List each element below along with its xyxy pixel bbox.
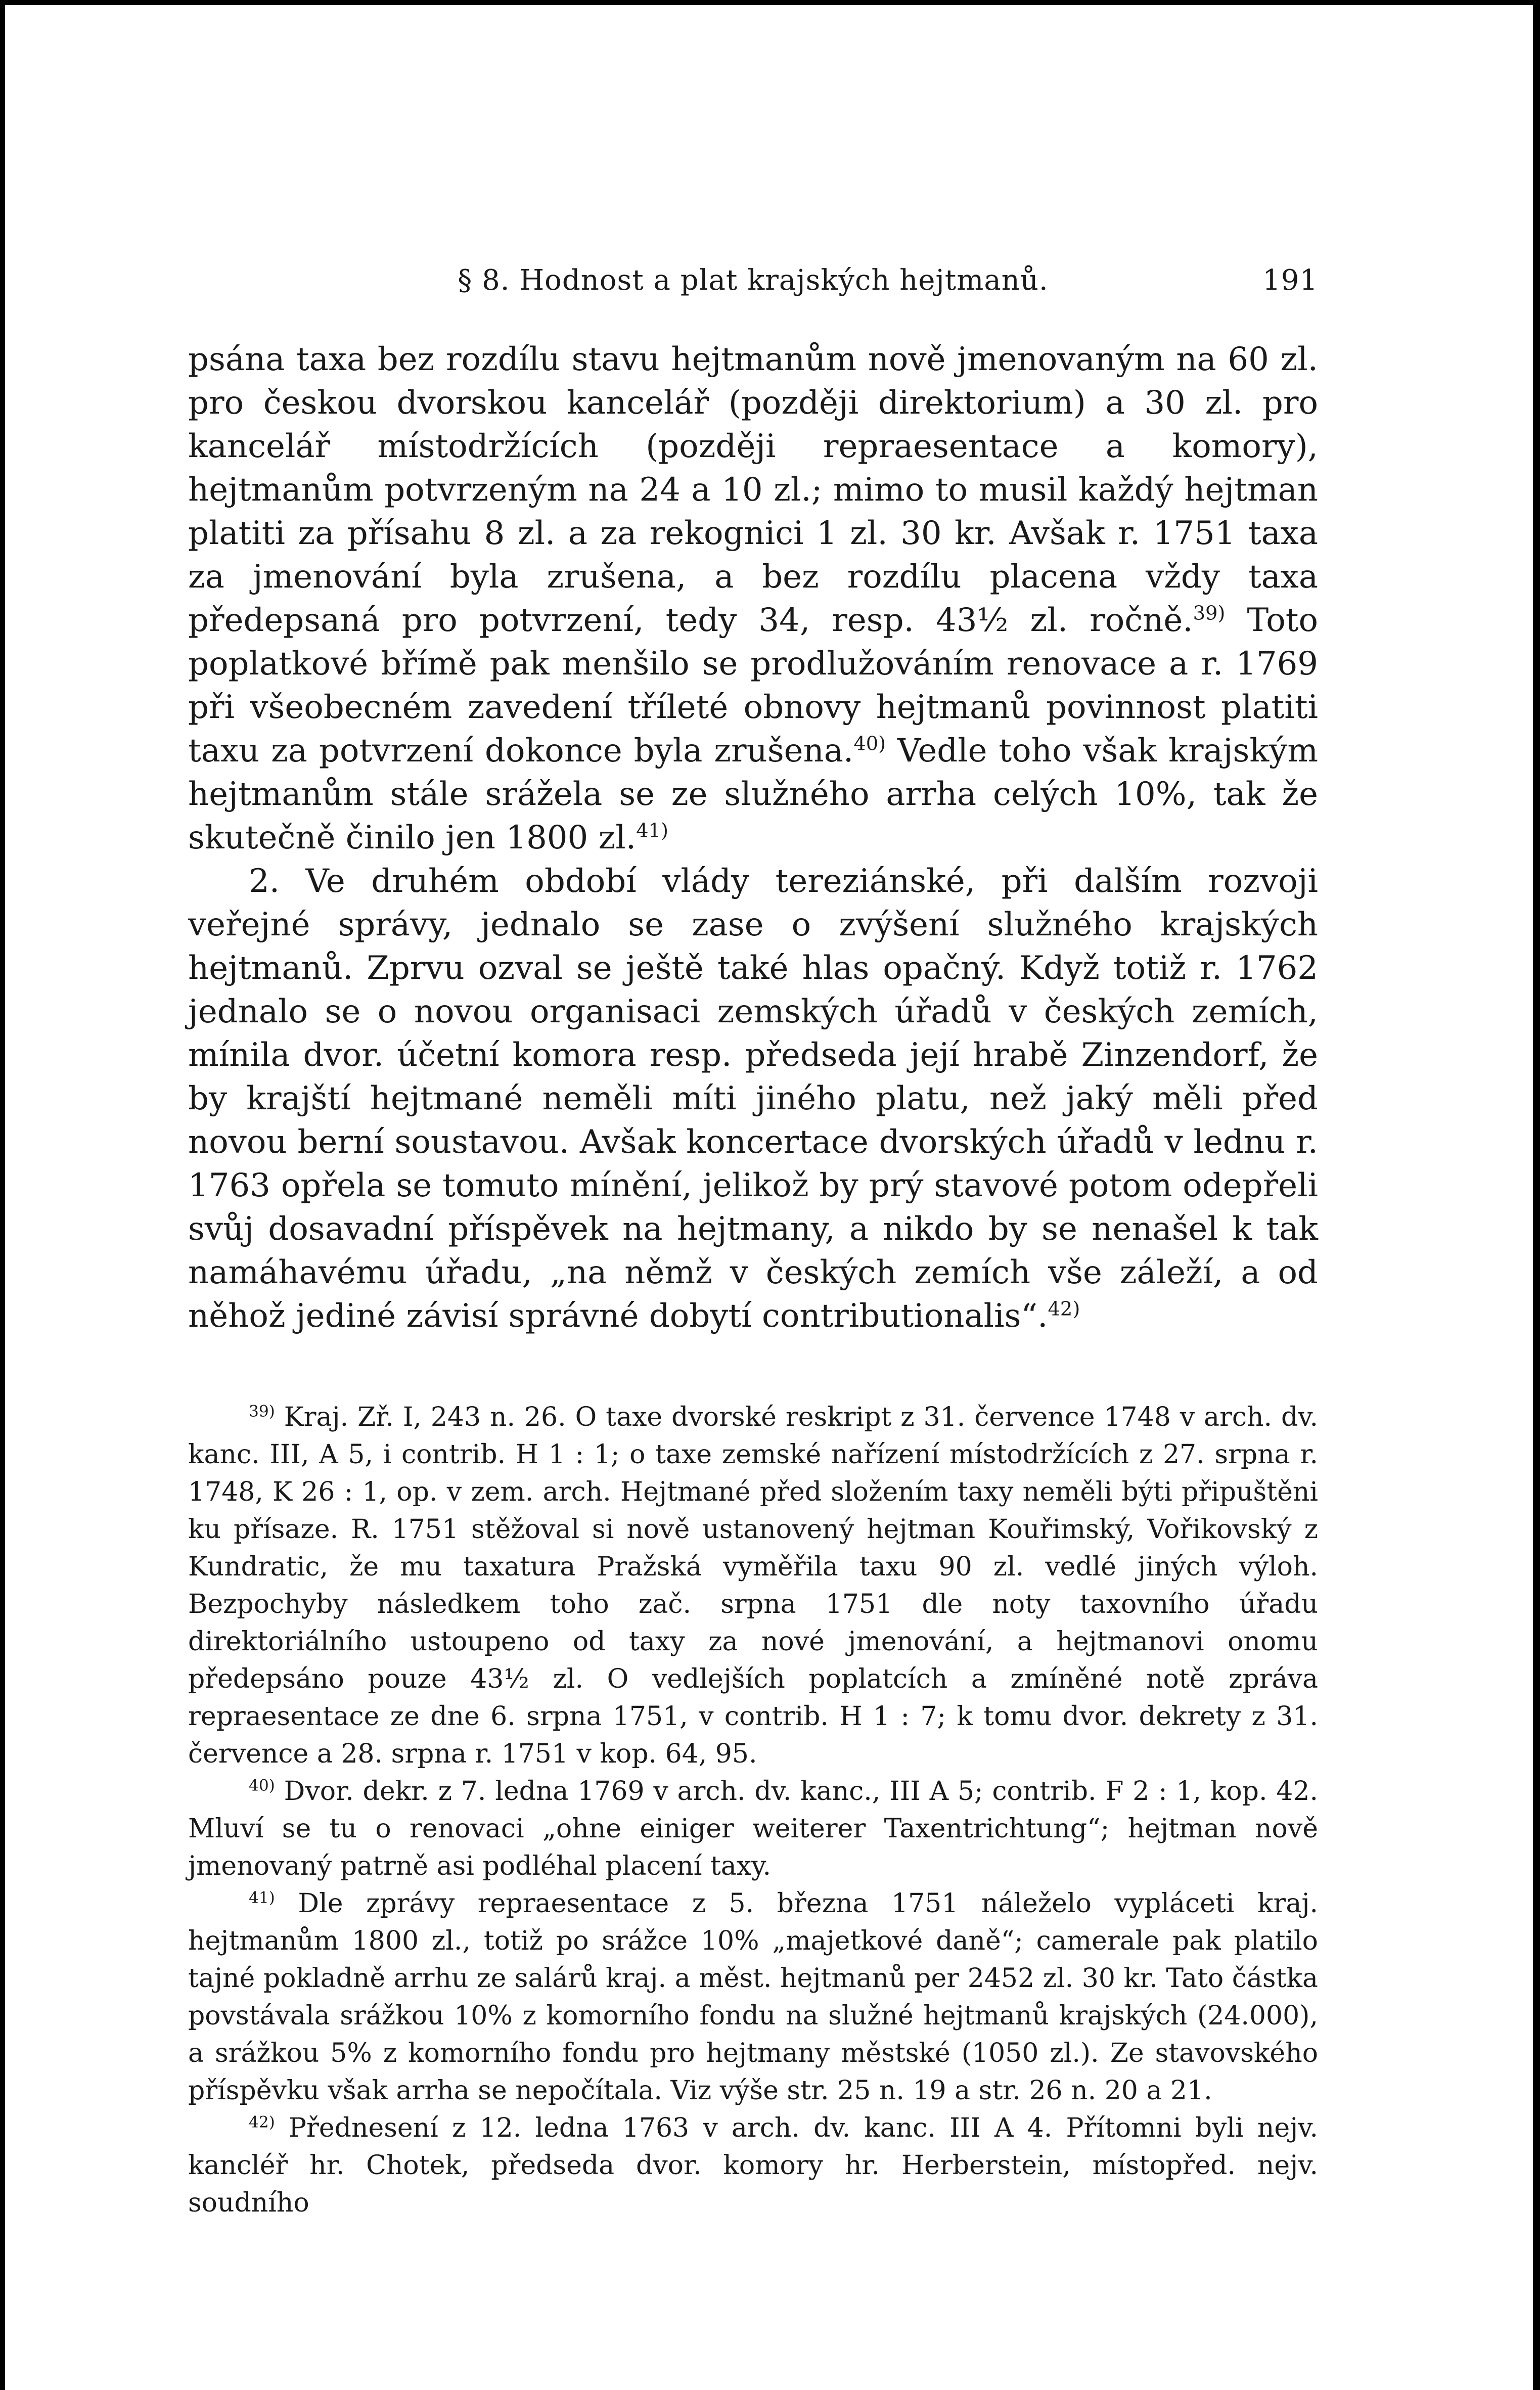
footnote-39 xyxy=(188,1399,1318,1773)
footnote-gap xyxy=(188,1338,1318,1399)
footnote-40 xyxy=(188,1773,1318,1885)
footnote-39-text: Kraj. Zř. I, 243 n. 26. O taxe dvorské reskript z 31. července 1748 v arch. dv. kanc. III, A 5, i contrib. H 1 : 1; o taxe zemské nařízení místodržících z 27. srpna r. 1748, K 26 : 1, op. v zem. arch. Hejtmané před složením taxy neměli býti připuštěni ku přísaze. R. 1751 stěžoval si nově ustanovený hejtman Kouřimský, Vořikovský z Kundratic, že mu taxatura Pražská vyměřila taxu 90 zl. vedlé jiných výloh. Bezpochyby následkem toho zač. srpna 1751 dle noty taxovního úřadu direktoriálního ustoupeno od taxy za nové jmenování, a hejtmanovi onomu předepsáno pouze 43½ zl. O vedlejších poplatcích a zmíněné notě zpráva repraesentace ze dne 6. srpna 1751, v contrib. H 1 : 7; k tomu dvor. dekrety z 31. července a 28. srpna r. 1751 v kop. 64, 95. xyxy=(188,1402,1318,1769)
page-number: 191 xyxy=(1262,264,1318,297)
footnote-mark-42: 42) xyxy=(249,2113,275,2132)
footnote-ref-41: 41) xyxy=(636,819,668,842)
footnote-mark-41: 41) xyxy=(249,1888,275,1907)
scan-edge-right xyxy=(1533,0,1540,2390)
scan-edge-top xyxy=(0,0,1540,5)
footnote-41-text: Dle zprávy repraesentace z 5. března 1751 náleželo vypláceti kraj. hejtmanům 1800 zl., totiž po srážce 10% „majetkové daně“; camerale pak platilo tajné pokladně arrhu ze salárů kraj. a měst. hejtmanů per 2452 zl. 30 kr. Tato částka povstávala srážkou 10% z komorního fondu na služné hejtmanů krajských (24.000), a srážkou 5% z komorního fondu pro hejtmany městské (1050 zl.). Ze stavovského příspěvku však arrha se nepočítala. Viz výše str. 25 n. 19 a str. 26 n. 20 a 21. xyxy=(188,1888,1318,2106)
footnotes xyxy=(188,1399,1318,2222)
footnote-42-text: Přednesení z 12. ledna 1763 v arch. dv. kanc. III A 4. Přítomni byli nejv. kancléř hr. Chotek, předseda dvor. komory hr. Herberstein, místopřed. nejv. soudního xyxy=(188,2113,1318,2218)
footnote-ref-40: 40) xyxy=(853,732,886,755)
book-page xyxy=(188,264,1318,2222)
paragraph-1-text-c: Vedle toho však krajským hejtmanům stále srážela se ze služného arrha celých 10%, tak že skutečně činilo jen 1800 zl. xyxy=(188,732,1319,856)
scan-edge-left xyxy=(0,0,5,2390)
paragraph-1-text-a: psána taxa bez rozdílu stavu hejtmanům nově jmenovaným na 60 zl. pro českou dvorskou kancelář (později direktorium) a 30 zl. pro kancelář místodržících (později repraesentace a komory), hejtmanům potvrzeným na 24 a 10 zl.; mimo to musil každý hejtman platiti za přísahu 8 zl. a za rekognici 1 zl. 30 kr. Avšak r. 1751 taxa za jmenování byla zrušena, a bez rozdílu placena vždy taxa předepsaná pro potvrzení, tedy 34, resp. 43½ zl. ročně. xyxy=(188,341,1318,639)
footnote-ref-42: 42) xyxy=(1048,1297,1080,1321)
footnote-42 xyxy=(188,2109,1318,2222)
footnote-40-text: Dvor. dekr. z 7. ledna 1769 v arch. dv. kanc., III A 5; contrib. F 2 : 1, kop. 42. Mluví se tu o renovaci „ohne einiger weiterer Taxentrichtung“; hejtman nově jmenovaný patrně asi podléhal placení taxy. xyxy=(188,1776,1318,1881)
footnote-ref-39: 39) xyxy=(1193,602,1226,625)
running-title: § 8. Hodnost a plat krajských hejtmanů. xyxy=(458,264,1049,297)
footnote-mark-40: 40) xyxy=(249,1776,275,1795)
paragraph-1-text-b: Toto poplatkové břímě pak menšilo se prodlužováním renovace a r. 1769 při všeobecném zavedení tříleté obnovy hejtmanů povinnost platiti taxu za potvrzení dokonce byla zrušena. xyxy=(188,602,1319,770)
paragraph-1 xyxy=(188,338,1318,860)
paragraph-2-text: 2. Ve druhém období vlády tereziánské, při dalším rozvoji veřejné správy, jednalo se zase o zvýšení služného krajských hejtmanů. Zprvu ozval se ještě také hlas opačný. Když totiž r. 1762 jednalo se o novou organisaci zemských úřadů v českých zemích, mínila dvor. účetní komora resp. předseda její hrabě Zinzendorf, že by krajští hejtmané neměli míti jiného platu, než jaký měli před novou berní soustavou. Avšak koncertace dvorských úřadů v lednu r. 1763 opřela se tomuto mínění, jelikož by prý stavové potom odepřeli svůj dosavadní příspěvek na hejtmany, a nikdo by se nenašel k tak namáhavému úřadu, „na němž v českých zemích vše záleží, a od něhož jediné závisí správné dobytí contributionalis“. xyxy=(188,863,1318,1335)
running-head xyxy=(188,264,1318,309)
paragraph-2 xyxy=(188,860,1318,1338)
footnote-mark-39: 39) xyxy=(249,1402,275,1421)
main-text xyxy=(188,338,1318,1338)
footnote-41 xyxy=(188,1885,1318,2109)
